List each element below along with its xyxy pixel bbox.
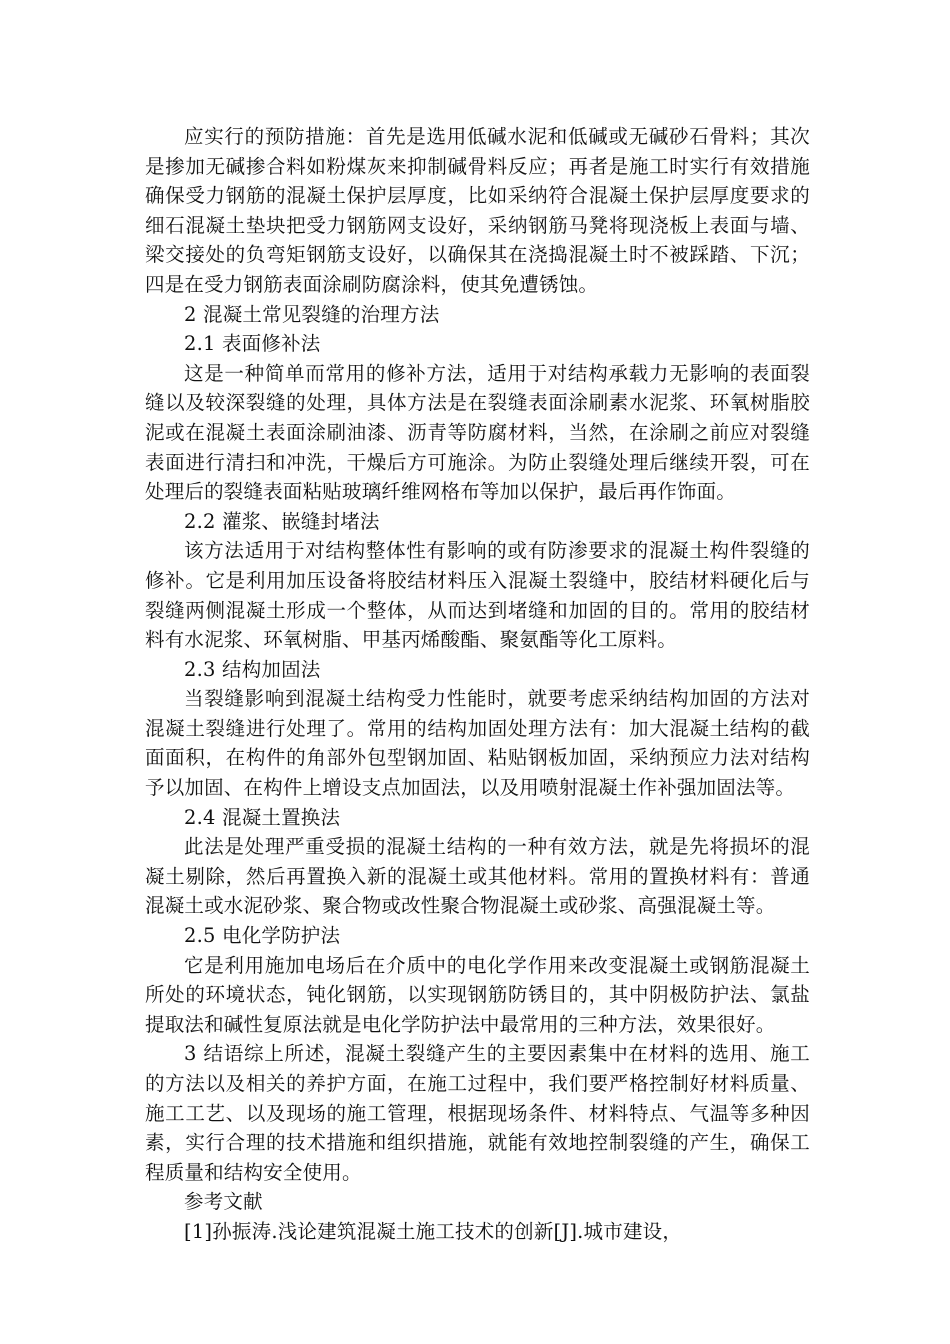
subsection-heading-2-2: 2.2 灌浆、嵌缝封堵法 [184,509,380,533]
reference-item-1: [1]孙振涛.浅论建筑混凝土施工技术的创新[J].城市建设， [184,1219,683,1243]
paragraph-grouting: 该方法适用于对结构整体性有影响的或有防渗要求的混凝土构件裂缝的修补。它是利用加压设备将胶结材料压入混凝土裂缝中，胶结材料硬化后与裂缝两侧混凝土形成一个整体，从而达到堵缝和加固的目的。常用的胶结材料有水泥浆、环氧树脂、甲基丙烯酸酯、聚氨酯等化工原料。 [145,539,810,652]
paragraph-prevention-measures: 应实行的预防措施：首先是选用低碱水泥和低碱或无碱砂石骨料；其次是掺加无碱掺合料如粉煤灰来抑制碱骨料反应；再者是施工时实行有效措施确保受力钢筋的混凝土保护层厚度，比如采纳符合混凝土保护层厚度要求的细石混凝土垫块把受力钢筋网支设好，采纳钢筋马凳将现浇板上表面与墙、梁交接处的负弯矩钢筋支设好，以确保其在浇捣混凝土时不被踩踏、下沉；四是在受力钢筋表面涂刷防腐涂料，使其免遭锈蚀。 [145,125,810,296]
references-heading: 参考文献 [184,1190,263,1214]
paragraph-concrete-replacement: 此法是处理严重受损的混凝土结构的一种有效方法，就是先将损坏的混凝土剔除，然后再置换入新的混凝土或其他材料。常用的置换材料有：普通混凝土或水泥砂浆、聚合物或改性聚合物混凝土或砂浆、高强混凝土等。 [145,835,810,918]
subsection-heading-2-5: 2.5 电化学防护法 [184,924,341,948]
section-heading-2: 2 混凝土常见裂缝的治理方法 [184,302,440,326]
subsection-heading-2-4: 2.4 混凝土置换法 [184,805,341,829]
paragraph-structural-reinforcement: 当裂缝影响到混凝土结构受力性能时，就要考虑采纳结构加固的方法对混凝土裂缝进行处理了。常用的结构加固处理方法有：加大混凝土结构的截面面积，在构件的角部外包型钢加固、粘贴钢板加固，采纳预应力法对结构予以加固、在构件上增设支点加固法，以及用喷射混凝土作补强加固法等。 [145,687,810,800]
subsection-heading-2-3: 2.3 结构加固法 [184,657,321,681]
subsection-heading-2-1: 2.1 表面修补法 [184,332,321,356]
paragraph-electrochemical-protection: 它是利用施加电场后在介质中的电化学作用来改变混凝土或钢筋混凝土所处的环境状态，钝化钢筋，以实现钢筋防锈目的，其中阴极防护法、氯盐提取法和碱性复原法就是电化学防护法中最常用的三种方法，效果很好。 [145,953,810,1036]
paragraph-conclusion: 3 结语综上所述，混凝土裂缝产生的主要因素集中在材料的选用、施工的方法以及相关的养护方面，在施工过程中，我们要严格控制好材料质量、施工工艺、以及现场的施工管理，根据现场条件、材料特点、气温等多种因素，实行合理的技术措施和组织措施，就能有效地控制裂缝的产生，确保工程质量和结构安全使用。 [145,1042,810,1184]
paragraph-surface-repair: 这是一种简单而常用的修补方法，适用于对结构承载力无影响的表面裂缝以及较深裂缝的处理，具体方法是在裂缝表面涂刷素水泥浆、环氧树脂胶泥或在混凝土表面涂刷油漆、沥青等防腐材料，当然，在涂刷之前应对裂缝表面进行清扫和冲洗，干燥后方可施涂。为防止裂缝处理后继续开裂，可在处理后的裂缝表面粘贴玻璃纤维网格布等加以保护，最后再作饰面。 [145,361,810,504]
document-page [145,122,810,1247]
